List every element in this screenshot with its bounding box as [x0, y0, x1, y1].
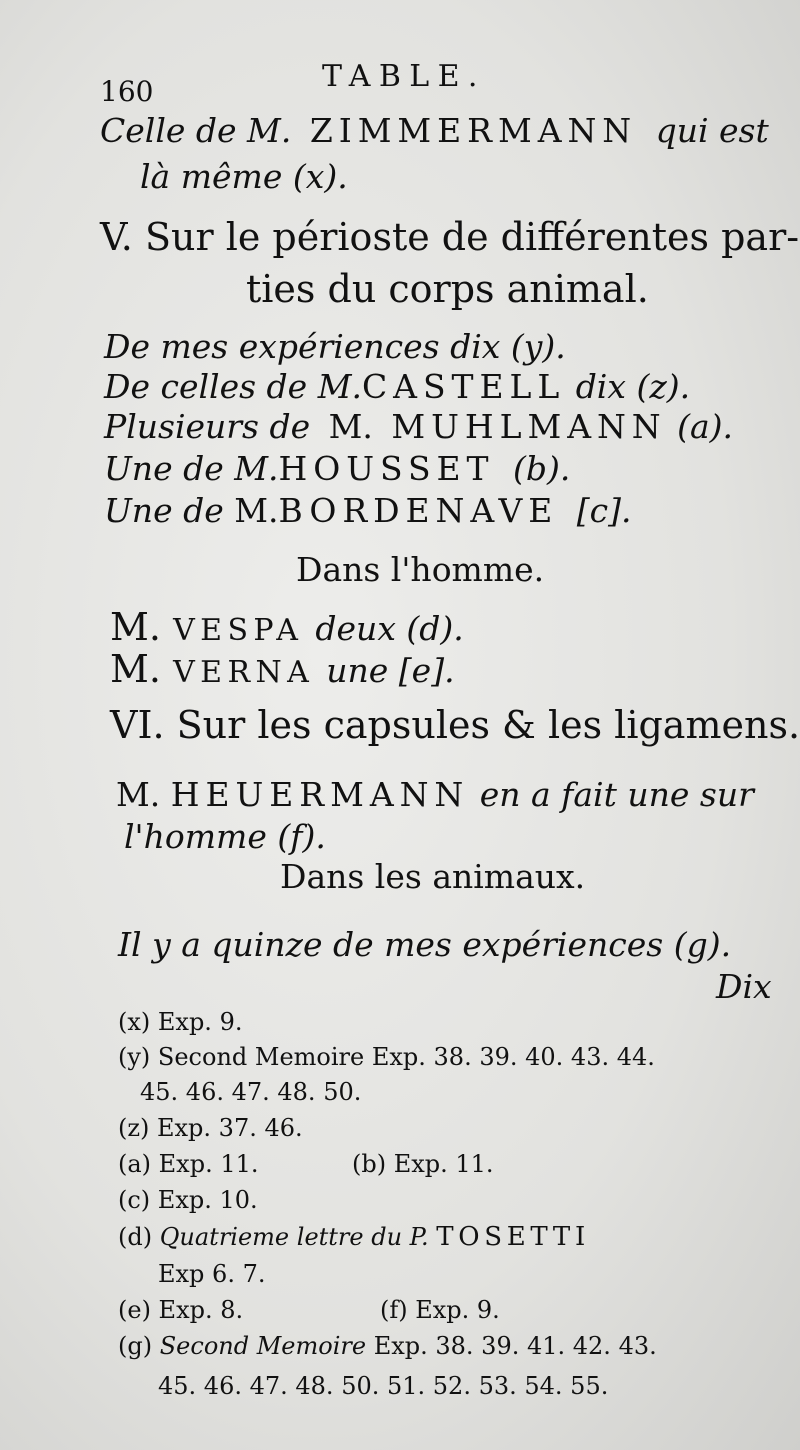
page-number: 160 [100, 75, 154, 108]
footnote-d-continued: Exp 6. 7. [158, 1260, 266, 1288]
quinze-experiences-line: Il y a quinze de mes expériences (g). [118, 925, 732, 964]
footnote-y-continued: 45. 46. 47. 48. 50. [140, 1078, 362, 1106]
running-title: TABLE. [322, 59, 486, 94]
heuermann-line-1: M. HEUERMANN en a fait une sur [116, 775, 754, 814]
footnote-d: (d) Quatrieme lettre du P. TOSETTI [118, 1222, 590, 1252]
section-6-heading: VI. Sur les capsules & les ligamens. [110, 703, 800, 747]
footnote-c: (c) Exp. 10. [118, 1186, 258, 1214]
section-5-heading-line-2: ties du corps animal. [246, 267, 649, 311]
footnote-b: (b) Exp. 11. [352, 1150, 494, 1178]
footnote-e: (e) Exp. 8. [118, 1296, 244, 1324]
entry-3: Plusieurs de M. MUHLMANN (a). [104, 407, 734, 446]
entry-4: Une de M.HOUSSET (b). [104, 449, 571, 488]
text-line-2: là même (x). [140, 157, 348, 196]
entry-2: De celles de M.CASTELL dix (z). [104, 367, 691, 406]
subheading-dans-l-homme: Dans l'homme. [296, 550, 545, 589]
footnote-f: (f) Exp. 9. [380, 1296, 500, 1324]
vespa-line: M. VESPA deux (d). [110, 605, 464, 649]
footnote-y: (y) Second Memoire Exp. 38. 39. 40. 43. 44. [118, 1043, 655, 1071]
footnote-a: (a) Exp. 11. [118, 1150, 259, 1178]
section-5-heading-line-1: V. Sur le périoste de différentes par- [100, 215, 800, 259]
footnote-g: (g) Second Memoire Exp. 38. 39. 41. 42. 43. [118, 1332, 657, 1360]
verna-line: M. VERNA une [e]. [110, 647, 455, 691]
text-line-1: Celle de M. ZIMMERMANN qui est [100, 111, 769, 150]
footnote-x: (x) Exp. 9. [118, 1008, 243, 1036]
entry-5: Une de M.BORDENAVE [c]. [104, 491, 632, 530]
footnote-g-continued: 45. 46. 47. 48. 50. 51. 52. 53. 54. 55. [158, 1372, 609, 1400]
footnote-z: (z) Exp. 37. 46. [118, 1114, 303, 1142]
entry-1: De mes expériences dix (y). [104, 327, 566, 366]
catchword: Dix [716, 967, 772, 1006]
subheading-dans-les-animaux: Dans les animaux. [280, 857, 586, 896]
heuermann-line-2: l'homme (f). [124, 817, 326, 856]
